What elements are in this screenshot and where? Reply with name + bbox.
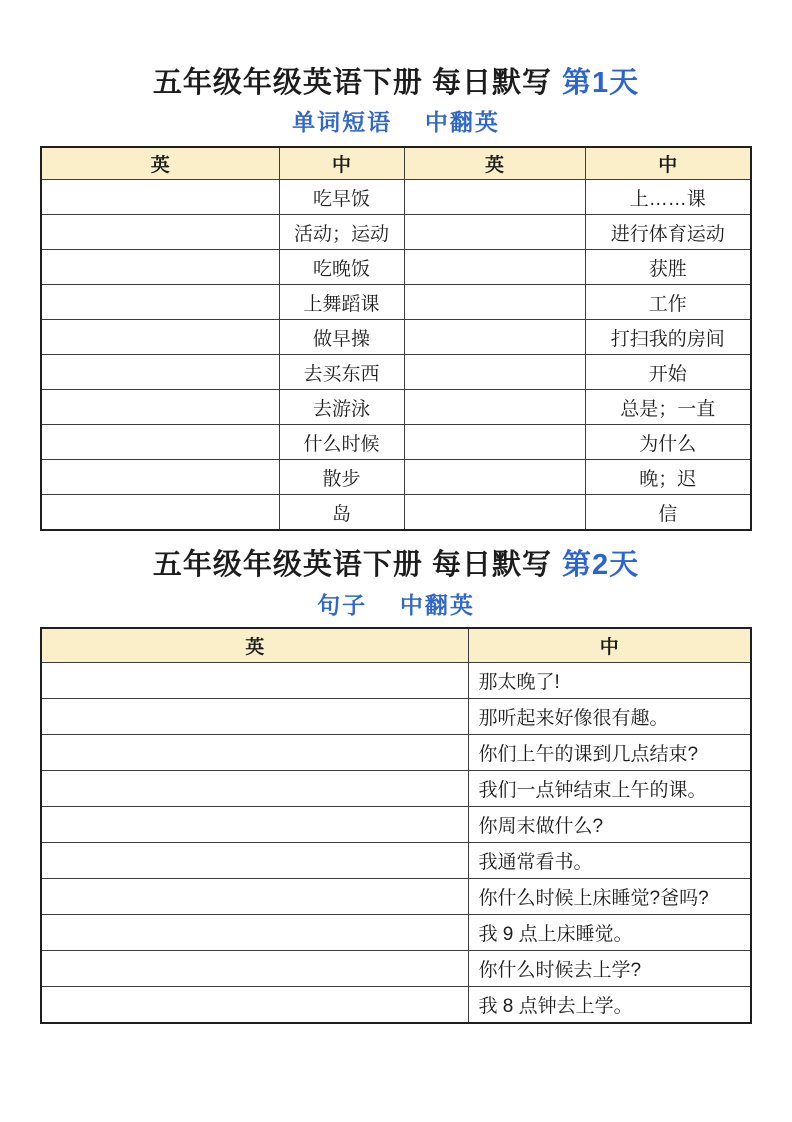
sentence-row	[41, 663, 751, 699]
chinese-sentence-cell: 我们一点钟结束上午的课。	[468, 771, 751, 807]
section2-title	[0, 546, 792, 584]
english-blank-cell	[41, 663, 468, 699]
chinese-cell: 获胜	[585, 250, 751, 285]
chinese-sentence-cell: 我 9 点上床睡觉。	[468, 915, 751, 951]
english-blank-cell	[404, 180, 585, 215]
english-blank-cell	[41, 879, 468, 915]
english-blank-cell	[41, 807, 468, 843]
sentence-row	[41, 951, 751, 987]
header-cell-zh2: 中	[585, 147, 751, 180]
vocab-row	[41, 390, 751, 425]
english-blank-cell	[41, 987, 468, 1024]
chinese-sentence-cell: 那太晚了!	[468, 663, 751, 699]
english-blank-cell	[41, 355, 279, 390]
chinese-cell: 上……课	[585, 180, 751, 215]
english-blank-cell	[404, 285, 585, 320]
english-blank-cell	[41, 390, 279, 425]
english-blank-cell	[404, 250, 585, 285]
chinese-sentence-cell: 你周末做什么?	[468, 807, 751, 843]
sentence-row	[41, 735, 751, 771]
chinese-cell: 做早操	[279, 320, 404, 355]
vocab-row	[41, 460, 751, 495]
vocab-row	[41, 355, 751, 390]
chinese-cell: 吃晚饭	[279, 250, 404, 285]
english-blank-cell	[41, 771, 468, 807]
chinese-cell: 为什么	[585, 425, 751, 460]
chinese-sentence-cell: 我通常看书。	[468, 843, 751, 879]
english-blank-cell	[404, 320, 585, 355]
english-blank-cell	[41, 915, 468, 951]
chinese-sentence-cell: 你们上午的课到几点结束?	[468, 735, 751, 771]
english-blank-cell	[404, 425, 585, 460]
chinese-cell: 什么时候	[279, 425, 404, 460]
english-blank-cell	[404, 495, 585, 531]
section1-day-badge: 第1天	[561, 67, 640, 99]
sentence-row	[41, 879, 751, 915]
chinese-cell: 晚；迟	[585, 460, 751, 495]
chinese-cell: 去买东西	[279, 355, 404, 390]
section1-title	[0, 64, 792, 102]
english-blank-cell	[41, 250, 279, 285]
chinese-cell: 总是；一直	[585, 390, 751, 425]
vocab-row	[41, 285, 751, 320]
sentence-row	[41, 843, 751, 879]
vocab-row	[41, 495, 751, 531]
chinese-sentence-cell: 那听起来好像很有趣。	[468, 699, 751, 735]
chinese-cell: 工作	[585, 285, 751, 320]
english-blank-cell	[404, 215, 585, 250]
english-blank-cell	[41, 285, 279, 320]
sentence-header-row	[41, 628, 751, 663]
chinese-sentence-cell: 我 8 点钟去上学。	[468, 987, 751, 1024]
english-blank-cell	[41, 215, 279, 250]
section2-subtitle: 句子 中翻英	[317, 593, 475, 618]
english-blank-cell	[41, 843, 468, 879]
chinese-cell: 吃早饭	[279, 180, 404, 215]
sentence-row	[41, 699, 751, 735]
chinese-cell: 信	[585, 495, 751, 531]
section2-title-text: 五年级年级英语下册 每日默写	[152, 549, 552, 581]
sentence-table-wrap	[40, 627, 750, 1024]
vocab-row	[41, 215, 751, 250]
sentence-row	[41, 987, 751, 1024]
vocab-table-wrap	[40, 146, 750, 531]
chinese-cell: 上舞蹈课	[279, 285, 404, 320]
english-blank-cell	[404, 355, 585, 390]
header-cell-en1: 英	[41, 147, 279, 180]
vocab-row	[41, 425, 751, 460]
header-cell-en: 英	[41, 628, 468, 663]
chinese-cell: 散步	[279, 460, 404, 495]
section2-day-badge: 第2天	[561, 549, 640, 581]
english-blank-cell	[404, 390, 585, 425]
vocab-table	[40, 146, 752, 531]
header-cell-zh: 中	[468, 628, 751, 663]
header-cell-zh1: 中	[279, 147, 404, 180]
sentence-row	[41, 771, 751, 807]
vocab-row	[41, 320, 751, 355]
sentence-row	[41, 915, 751, 951]
english-blank-cell	[41, 425, 279, 460]
english-blank-cell	[41, 320, 279, 355]
english-blank-cell	[41, 180, 279, 215]
sentence-table	[40, 627, 752, 1024]
chinese-sentence-cell: 你什么时候上床睡觉?爸吗?	[468, 879, 751, 915]
section1-title-text: 五年级年级英语下册 每日默写	[152, 67, 552, 99]
section1-subtitle: 单词短语 中翻英	[292, 110, 500, 135]
header-cell-en2: 英	[404, 147, 585, 180]
english-blank-cell	[41, 951, 468, 987]
chinese-cell: 岛	[279, 495, 404, 531]
chinese-cell: 进行体育运动	[585, 215, 751, 250]
english-blank-cell	[404, 460, 585, 495]
vocab-header-row	[41, 147, 751, 180]
english-blank-cell	[41, 495, 279, 531]
vocab-row	[41, 250, 751, 285]
chinese-cell: 去游泳	[279, 390, 404, 425]
chinese-cell: 活动；运动	[279, 215, 404, 250]
english-blank-cell	[41, 699, 468, 735]
sentence-row	[41, 807, 751, 843]
chinese-cell: 开始	[585, 355, 751, 390]
vocab-row	[41, 180, 751, 215]
chinese-cell: 打扫我的房间	[585, 320, 751, 355]
english-blank-cell	[41, 460, 279, 495]
chinese-sentence-cell: 你什么时候去上学?	[468, 951, 751, 987]
english-blank-cell	[41, 735, 468, 771]
